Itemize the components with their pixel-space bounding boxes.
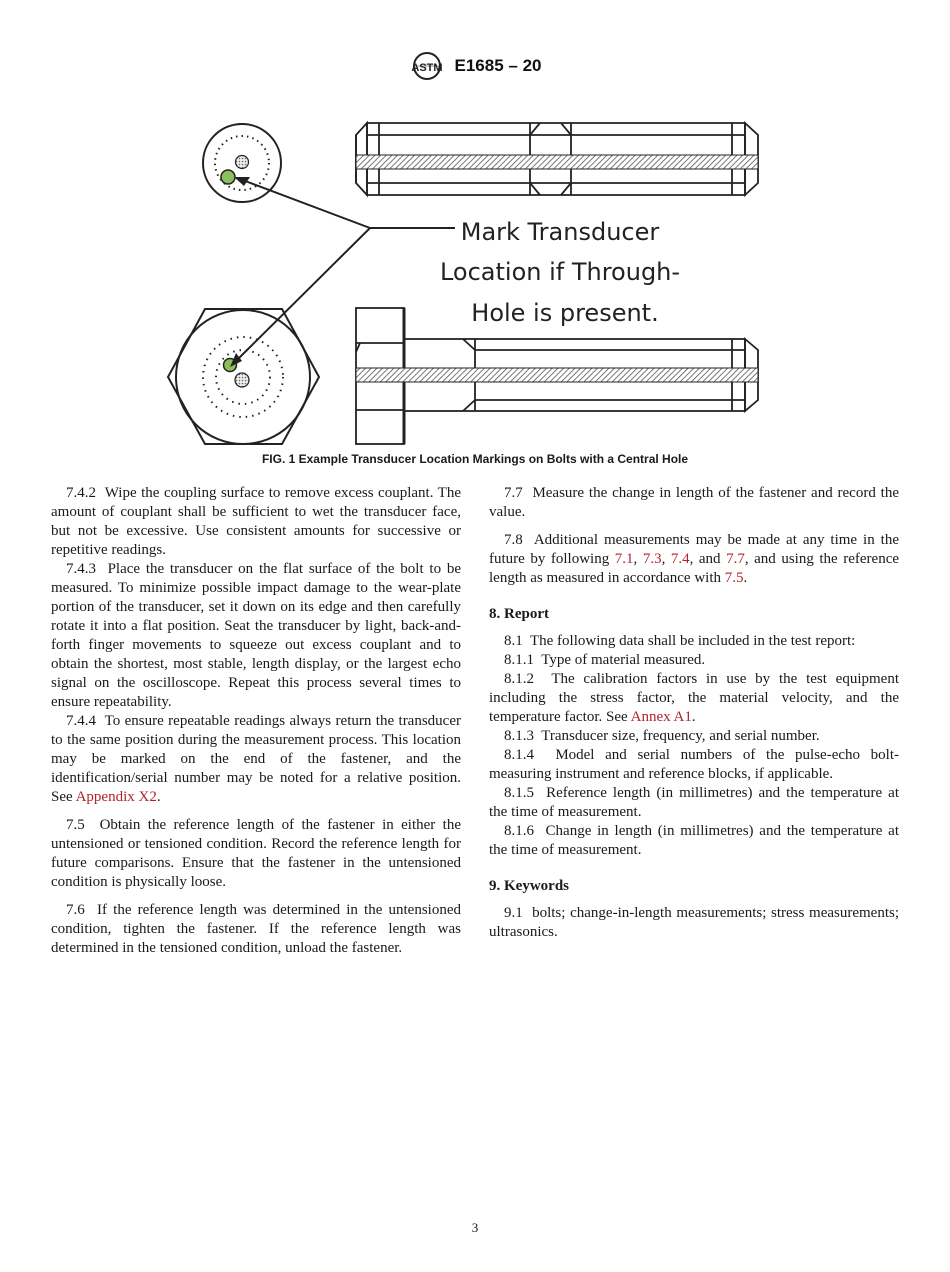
page-header [0, 50, 950, 82]
page-number: 3 [471, 1220, 479, 1235]
link-7-7[interactable]: 7.7 [726, 551, 745, 567]
figure-1 [160, 115, 760, 450]
callout-text [440, 218, 680, 327]
paragraph-8-1: 8.1 The following data shall be included in the test report: [504, 633, 856, 649]
callout-leader [235, 179, 455, 362]
paragraph-7-6: 7.6 If the reference length was determined in the untensioned condition, tighten the fastener. If the reference length was determined in the tensioned condition, unload the fastener. [51, 902, 461, 956]
link-7-3[interactable]: 7.3 [642, 551, 662, 567]
svg-text:Location if Through-: Location if Through- [439, 258, 681, 286]
link-annex-a1[interactable]: Annex A1 [630, 709, 692, 725]
section-heading-report: 8. Report [489, 606, 549, 622]
svg-text:ASTM: ASTM [410, 62, 443, 74]
bolt-diagram [160, 115, 760, 450]
paragraph-7-7: 7.7 Measure the change in length of the fastener and record the value. [489, 485, 900, 520]
right-column [489, 484, 899, 942]
svg-text:Hole is present.: Hole is present. [471, 299, 659, 327]
document-id: E1685 – 20 [454, 56, 542, 75]
astm-logo-icon [409, 50, 445, 82]
paragraph-9-1: 9.1 bolts; change-in-length measurements; stress measurements; ultrasonics. [489, 905, 899, 940]
paragraph-8-1-3: 8.1.3 Transducer size, frequency, and serial number. [504, 728, 820, 744]
paragraph-8-1-1: 8.1.1 Type of material measured. [504, 652, 706, 668]
paragraph-7-4-4: 7.4.4 To ensure repeatable readings always return the transducer to the same position during the measurement process. This location may be marked on the end of the fastener, and the identification/serial number may be noted for a relative position. See Appendix X2. [51, 713, 461, 805]
paragraph-8-1-2: 8.1.2 The calibration factors in use by the test equipment including the stress factor, the material velocity, and the temperature factor. See Annex A1. [489, 671, 900, 725]
link-7-5[interactable]: 7.5 [724, 570, 744, 586]
paragraph-7-4-3: 7.4.3 Place the transducer on the flat surface of the bolt to be measured. To minimize possible impact damage to the wear-plate portion of the transducer, set it down on its edge and then carefully rotate it into a flat position. Seat the transducer by light, back-and-forth finger movements to squeeze out excess couplant and to obtain the shortest, most stable, length display, or the largest echo signal on the oscilloscope. Repeat this process several times to ensure repeatability. [51, 561, 462, 710]
section-heading-keywords: 9. Keywords [489, 878, 569, 894]
paragraph-8-1-4: 8.1.4 Model and serial numbers of the pulse-echo bolt-measuring instrument and reference blocks, if applicable. [489, 747, 899, 782]
paragraph-8-1-6: 8.1.6 Change in length (in millimetres) and the temperature at the time of measurement. [489, 823, 900, 858]
link-7-4[interactable]: 7.4 [670, 551, 690, 567]
link-appendix-x2[interactable]: Appendix X2 [75, 789, 157, 805]
svg-text:Mark Transducer: Mark Transducer [460, 218, 660, 246]
paragraph-8-1-5: 8.1.5 Reference length (in millimetres) and the temperature at the time of measurement. [489, 785, 900, 820]
paragraph-7-5: 7.5 Obtain the reference length of the fastener in either the untensioned or tensioned condition. Record the reference length for future comparisons. Ensure that the fastener in the untensioned condition is physically loose. [51, 817, 462, 890]
paragraph-7-8: 7.8 Additional measurements may be made at any time in the future by following 7.1, 7.3, 7.4, and 7.7, and using the reference length as measured in accordance with 7.5. [489, 532, 900, 586]
link-7-1[interactable]: 7.1 [614, 551, 634, 567]
left-column [51, 484, 461, 958]
paragraph-7-4-2: 7.4.2 Wipe the coupling surface to remove excess couplant. The amount of couplant shall be sufficient to wet the transducer face, but not be excessive. Use consistent amounts for successive or repetitive readings. [51, 485, 461, 558]
figure-caption: FIG. 1 Example Transducer Location Markings on Bolts with a Central Hole [261, 452, 689, 466]
transducer-marker [221, 170, 235, 184]
